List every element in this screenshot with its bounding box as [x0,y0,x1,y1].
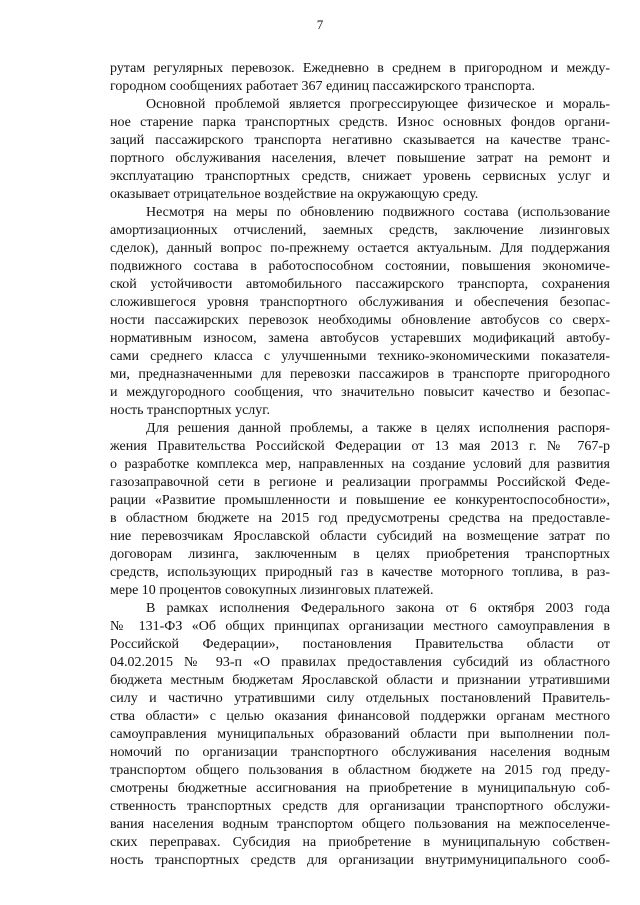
text-line: ственность транспортных средств для организации транспортного обслужи- [110,799,610,814]
text-line: бюджета местным бюджетам Ярославской области и признании утратившими [110,673,610,688]
text-line: самоуправления муниципальных образований области при выполнении пол- [110,727,610,742]
paragraph [110,420,610,600]
text-line: ства области» с целью оказания финансовой поддержки органам местного [110,709,610,724]
text-line: рации «Развитие промышленности и повышение ее конкурентоспособности», [110,493,610,508]
text-line: 04.02.2015 № 93-п «О правилах предоставления субсидий из областного [110,655,610,670]
text-line: № 131-ФЗ «Об общих принципах организации местного самоуправления в [110,619,610,634]
text-line: городном сообщениях работает 367 единиц пассажирского транспорта. [110,79,535,94]
text-line: ности пассажирских перевозок необходимы обновление автобусов со сверх- [110,313,610,328]
text-line: ми, предназначенными для перевозки пассажиров в транспорте пригородного [110,367,610,382]
text-line: средств, использующих природный газ в качестве моторного топлива, в раз- [110,565,610,580]
text-line: о разработке комплекса мер, направленных на создание условий для развития [110,457,610,472]
text-line: сами среднего класса с улучшенными технико-экономическими показателя- [110,349,610,364]
text-line: смотрены бюджетные ассигнования на приобретение в муниципальную соб- [110,781,610,796]
text-line: нормативным износом, замена автобусов устаревших модификаций автобу- [110,331,610,346]
text-line: ской устойчивости автомобильного пассажирского транспорта, сохранения [110,277,610,292]
text-line: мере 10 процентов совокупных лизинговых платежей. [110,583,434,598]
paragraph [110,96,610,204]
body-text [110,60,610,870]
text-line: Основной проблемой является прогрессирующее физическое и мораль- [146,97,610,112]
text-line: ских переправах. Субсидия на приобретение в муниципальную собствен- [110,835,610,850]
text-line: ность транспортных услуг. [110,403,270,418]
paragraph [110,204,610,420]
paragraph [110,600,610,870]
text-line: ность транспортных средств для организации внутримуниципального сооб- [110,853,610,868]
text-line: силу и частично утратившими силу отдельных постановлений Правитель- [110,691,610,706]
text-line: подвижного состава в работоспособном состоянии, повышения экономиче- [110,259,610,274]
text-line: в областном бюджете на 2015 год предусмотрены средства на предоставле- [110,511,610,526]
text-line: договорам лизинга, заключенным в целях приобретения транспортных [110,547,610,562]
text-line: ное старение парка транспортных средств. Износ основных фондов органи- [110,115,610,130]
text-line: оказывает отрицательное воздействие на окружающую среду. [110,187,479,202]
text-line: В рамках исполнения Федерального закона от 6 октября 2003 года [146,601,610,616]
text-line: номочий по организации транспортного обслуживания населения водным [110,745,610,760]
text-line: транспортом общего пользования в областном бюджете на 2015 год преду- [110,763,610,778]
text-line: амортизационных отчислений, заемных средств, заключение лизинговых [110,223,610,238]
text-line: портного обслуживания населения, влечет повышение затрат на ремонт и [110,151,610,166]
text-line: сделок), данный вопрос по-прежнему остается актуальным. Для поддержания [110,241,610,256]
paragraph [110,60,610,96]
text-line: эксплуатацию транспортных средств, снижает уровень сервисных услуг и [110,169,610,184]
text-line: Несмотря на меры по обновлению подвижного состава (использование [146,205,610,220]
text-line: Для решения данной проблемы, а также в целях исполнения распоря- [146,421,610,436]
text-line: жения Правительства Российской Федерации от 13 мая 2013 г. № 767-р [110,439,610,454]
text-line: вания населения водным транспортом общего пользования на межпоселенче- [110,817,610,832]
text-line: и междугородного сообщения, что значительно повысит качество и безопас- [110,385,610,400]
text-line: Российской Федерации», постановления Правительства области от [110,637,610,652]
text-line: ние перевозчикам Ярославской области субсидий на возмещение затрат по [110,529,610,544]
text-line: рутам регулярных перевозок. Ежедневно в среднем в пригородном и между- [110,61,610,76]
text-line: заций пассажирского транспорта негативно сказывается на качестве транс- [110,133,610,148]
text-line: газозаправочной сети в регионе и реализации программы Российской Феде- [110,475,610,490]
text-line: сложившегося уровня транспортного обслуживания и обеспечения безопас- [110,295,610,310]
page-number: 7 [316,17,324,32]
